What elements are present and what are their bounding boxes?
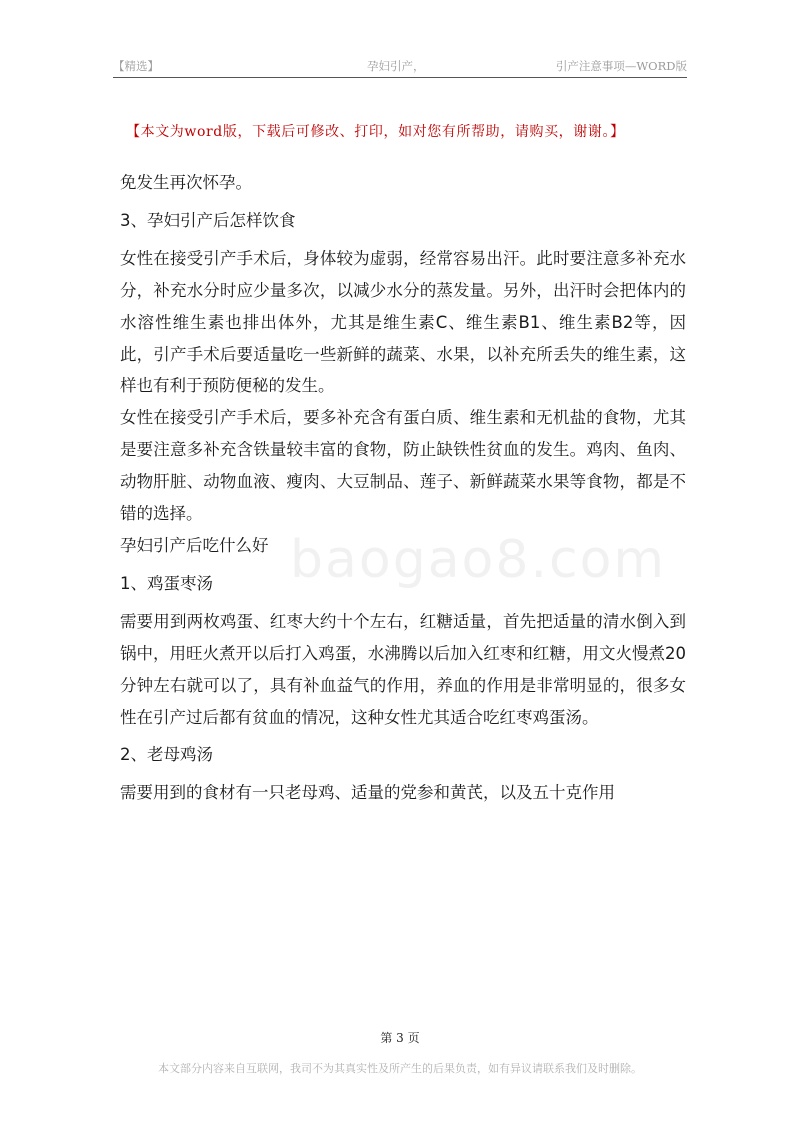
header-left-label: 【精选】 — [113, 59, 159, 73]
header-center-label: 孕妇引产， — [367, 59, 425, 73]
paragraph-egg-jujube-soup: 需要用到两枚鸡蛋、红枣大约十个左右，红糖适量，首先把适量的清水倒入到锅中，用旺火煮开以后打入鸡蛋，水沸腾以后加入红枣和红糖，用文火慢煮20分钟左右就可以了，具有补血益气的作用，养血的作用是非常明显的，很多女性在引产过后都有贫血的情况，这种女性尤其适合吃红枣鸡蛋汤。 — [120, 611, 686, 727]
page-header — [113, 55, 687, 78]
recipe-heading-egg-jujube-soup: 1、鸡蛋枣汤 — [120, 573, 213, 593]
paragraph-continuation: 免发生再次怀孕。 — [120, 173, 252, 192]
site-watermark: baogao8.com — [290, 530, 667, 590]
purchase-notice: 【本文为word版，下载后可修改、打印，如对您有所帮助，请购买，谢谢。】 — [126, 124, 625, 140]
paragraph-hydration: 女性在接受引产手术后，身体较为虚弱，经常容易出汗。此时要注意多补充水分，补充水分时应少量多次，以减少水分的蒸发量。另外，出汗时会把体内的水溶性维生素也排出体外，尤其是维生素C、维生素B1、维生素B2等，因此，引产手术后要适量吃一些新鲜的蔬菜、水果，以补充所丢失的维生素，这样也有利于预防便秘的发生。 — [120, 248, 686, 396]
page-footer-disclaimer: 本文部分内容来自互联网，我司不为其真实性及所产生的后果负责，如有异议请联系我们及时删除。 — [158, 1062, 642, 1075]
recipe-heading-hen-soup: 2、老母鸡汤 — [120, 745, 213, 765]
paragraph-nutrition: 女性在接受引产手术后，要多补充含有蛋白质、维生素和无机盐的食物，尤其是要注意多补充含铁量较丰富的食物，防止缺铁性贫血的发生。鸡肉、鱼肉、动物肝脏、动物血液、瘦肉、大豆制品、莲子、新鲜蔬菜水果等食物，都是不错的选择。 — [120, 408, 686, 524]
section-heading-what-to-eat: 孕妇引产后吃什么好 — [120, 535, 269, 555]
document-body — [120, 167, 686, 809]
page-number: 第 3 页 — [380, 1031, 420, 1045]
section-heading-diet: 3、孕妇引产后怎样饮食 — [120, 210, 296, 230]
header-right-label: 引产注意事项—WORD版 — [555, 59, 687, 73]
paragraph-hen-soup: 需要用到的食材有一只老母鸡、适量的党参和黄芪，以及五十克作用 — [120, 783, 615, 803]
